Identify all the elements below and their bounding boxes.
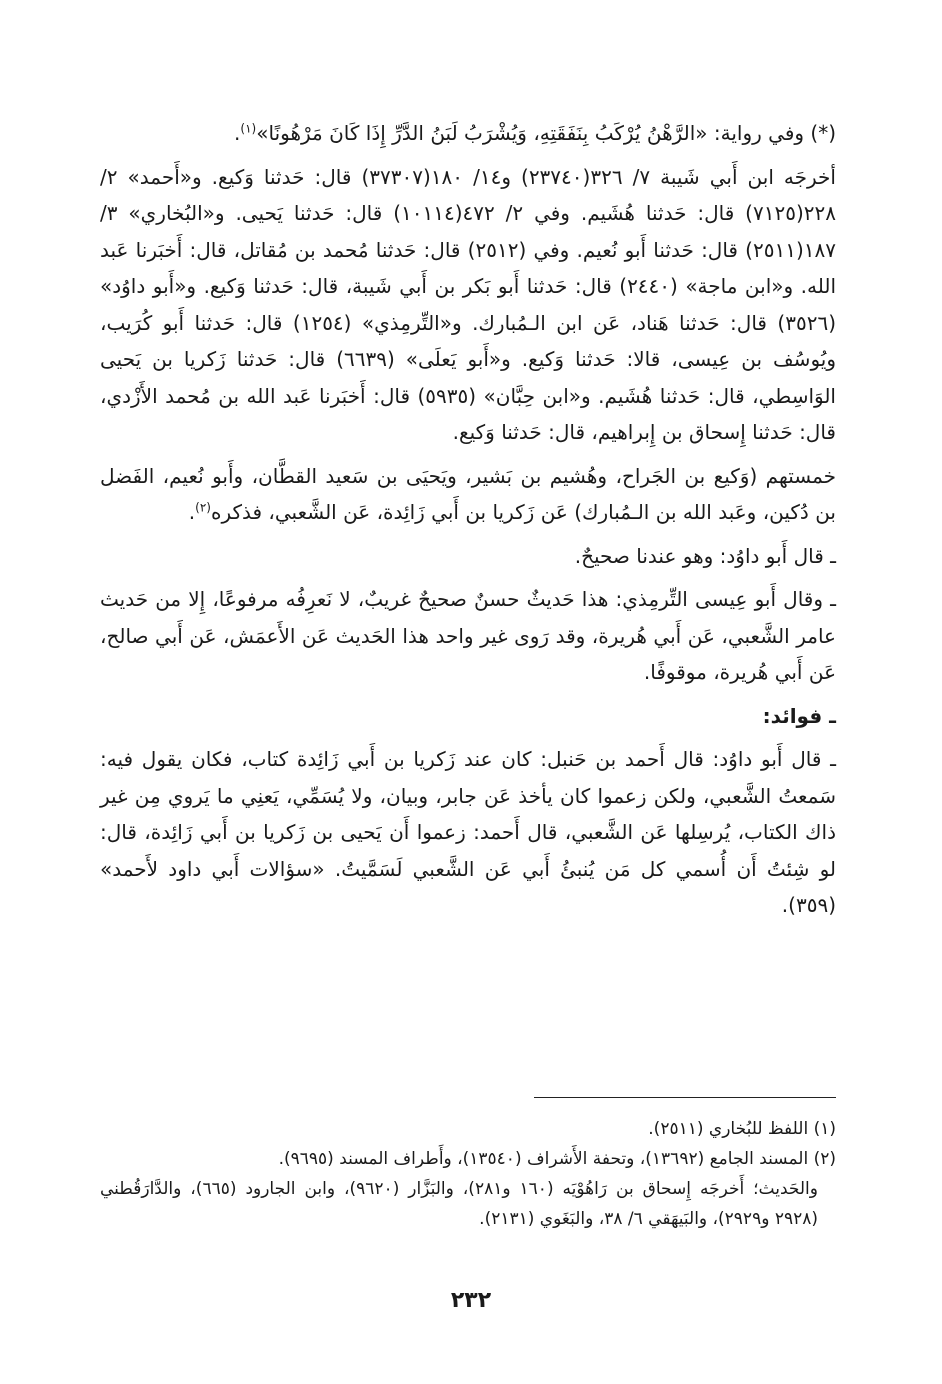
takhrij-paragraph: أخرجَه ابن أَبي شَيبة ٧/ ٣٢٦(٢٣٧٤٠) و١٤/ ١٨٠(٣٧٣٠٧) قال: حَدثنا وَكيع. و«أَحمد» ٢/ ٢٢٨(٧١٢٥) قال: حَدثنا هُشَيم. وفي ٢/ ٤٧٢(١٠١١٤) قال: حَدثنا يَحيى. و«البُخاري» ٣/ ١٨٧(٢٥١١) قال: حَدثنا أَبو نُعيم. وفي (٢٥١٢) قال: حَدثنا مُحمد بن مُقاتل، قال: أَخبَرنا عَبد الله. و«ابن ماجة» (٢٤٤٠) قال: حَدثنا أَبو بَكر بن أَبي شَيبة، قال: حَدثنا وَكيع. و«أَبو داوُد» (٣٥٢٦) قال: حَدثنا هَناد، عَن ابن الـمُبارك. و«التِّرمِذي» (١٢٥٤) قال: حَدثنا أَبو كُرَيب، ويُوسُف بن عِيسى، قالا: حَدثنا وَكيع. و«أَبو يَعلَى» (٦٦٣٩) قال: حَدثنا زَكريا بن يَحيى الوَاسِطي، قال: حَدثنا هُشَيم. و«ابن حِبَّان» (٥٩٣٥) قال: أَخبَرنا عَبد الله بن مُحمد الأَزْدي، قال: حَدثنا إِسحاق بن إِبراهيم، قال: حَدثنا وَكيع.: [100, 164, 837, 444]
footnote-divider: [534, 1097, 836, 1098]
abu-dawud-comment: ـ قال أَبو داوُد: وهو عندنا صحيحٌ.: [574, 543, 836, 568]
benefits-heading: ـ فوائد:: [762, 703, 836, 728]
tirmidhi-comment: ـ وقال أَبو عِيسى التِّرمِذي: هذا حَديثٌ حسنٌ صحيحٌ غريبٌ، لا نَعرِفُه مرفوعًا، إِلا من حَديث عامر الشَّعبي، عَن أَبي هُريرة، وقد رَوى غير واحد هذا الحَديث عَن الأَعمَش، عَن أَبي صالح، عَن أَبي هُريرة، موقوفًا.: [100, 587, 836, 684]
footnote-2: (٢) المسند الجامع (١٣٦٩٢)، وتحفة الأَشراف (١٣٥٤٠)، وأَطراف المسند (٩٦٩٥).: [278, 1149, 836, 1169]
chain-summary-paragraph: خمستهم (وَكيع بن الجَراح، وهُشيم بن بَشير، ويَحيَى بن سَعيد القطَّان، وأَبو نُعيم، الفَضل بن دُكين، وعَبد الله بن الـمُبارك) عَن زَكريا بن أَبي زَائِدة، عَن الشَّعبي، فذكره$^{(٢)}$.: [100, 463, 836, 524]
footnote-ref-2: (٢): [195, 500, 211, 515]
footnote-ref-1: (١): [240, 121, 257, 136]
footnote-1: (١) اللفظ للبُخاري (٢٥١١).: [648, 1119, 836, 1139]
main-text: [100, 115, 836, 924]
footnotes: [100, 1114, 836, 1234]
footnote-2-continuation: والحَديث؛ أَخرجَه إِسحاق بن رَاهُوْيَه (١٦٠ و٢٨١)، والبَزَّار (٩٦٢٠)، وابن الجارود (٦٦٥)، والدَّارَقُطني (٢٩٢٨ و٢٩٢٩)، والبَيهَقي ٦/ ٣٨، والبَغَوي (٢١٣١).: [100, 1179, 818, 1229]
benefits-paragraph: ـ قال أَبو داوُد: قال أَحمد بن حَنبل: كان عند زَكريا بن أَبي زَائِدة كتاب، فكان يقول فيه: سَمعتُ الشَّعبي، ولكن زعموا كان يأخذ عَن جابر، وبيان، ولا يُسَمِّي، يَعنِي ما يَروي مِن غير ذاك الكتاب، يُرسِلها عَن الشَّعبي، قال أَحمد: زعموا أَن يَحيى بن زَكريا بن أَبي زَائِدة، قال: لو شِئتُ أَن أُسمي كل مَن يُنبئُ أَبي عَن الشَّعبي لَسَمَّيتُ. «سؤالات أَبي داود لأَحمد» (٣٥٩).: [100, 747, 836, 917]
narration-paragraph: (*) وفي رواية: «الرَّهْنُ يُرْكَبُ بِنَفَقَتِهِ، وَيُشْرَبُ لَبَنُ الدَّرِّ إِذَا كَانَ مَرْهُونًا»$^{(١)}$.: [234, 121, 836, 145]
page-number: ٢٣٢: [450, 1288, 492, 1313]
